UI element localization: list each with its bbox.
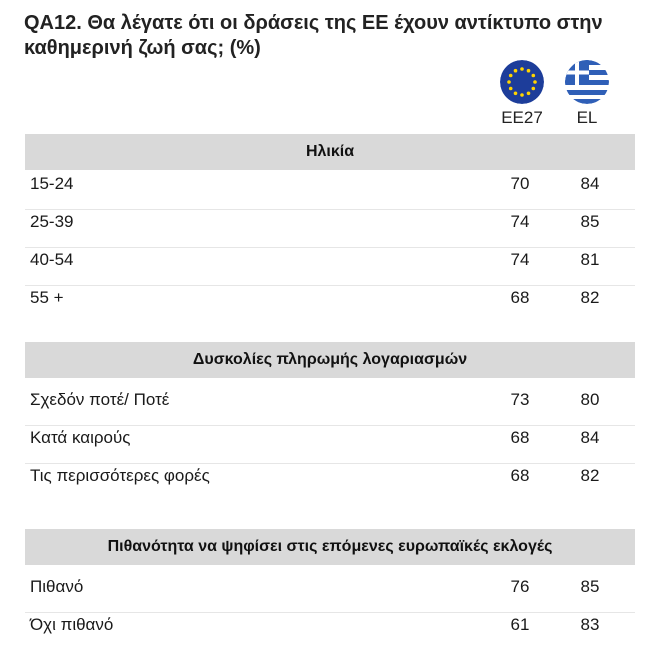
table-row	[25, 209, 635, 248]
table-row	[25, 463, 635, 501]
row-label: 40-54	[30, 250, 74, 269]
section-header-vote-likelihood: Πιθανότητα να ψηφίσει στις επόμενες ευρωπαϊκές εκλογές	[25, 529, 635, 565]
row-label: Πιθανό	[30, 577, 84, 596]
value-eu27: 68	[510, 466, 530, 485]
row-label: Κατά καιρούς	[30, 428, 131, 447]
value-eu27: 61	[510, 615, 530, 634]
value-el: 80	[580, 390, 600, 409]
value-eu27: 74	[510, 250, 530, 269]
value-eu27: 70	[510, 174, 530, 193]
table-row	[25, 171, 635, 210]
value-eu27: 74	[510, 212, 530, 231]
table-row	[25, 285, 635, 323]
greece-flag-icon	[565, 60, 609, 104]
value-el: 82	[580, 288, 600, 307]
section-header-age: Ηλικία	[25, 134, 635, 170]
row-label: 25-39	[30, 212, 74, 231]
table-row	[25, 612, 635, 650]
row-label: Σχεδόν ποτέ/ Ποτέ	[30, 390, 170, 409]
table-row	[25, 247, 635, 286]
value-eu27: 68	[510, 428, 530, 447]
row-label: Τις περισσότερες φορές	[30, 466, 210, 485]
row-label: Όχι πιθανό	[30, 615, 114, 634]
value-el: 81	[580, 250, 600, 269]
column-label-eu27: ΕΕ27	[501, 108, 543, 127]
value-el: 84	[580, 428, 600, 447]
value-eu27: 68	[510, 288, 530, 307]
value-el: 85	[580, 577, 600, 596]
table-row	[25, 574, 635, 613]
value-eu27: 73	[510, 390, 530, 409]
table-row	[25, 387, 635, 426]
table-row	[25, 425, 635, 464]
value-el: 83	[580, 615, 600, 634]
page-title: QA12. Θα λέγατε ότι οι δράσεις της ΕΕ έχουν αντίκτυπο στην καθημερινή ζωή σας; (%)	[24, 12, 603, 59]
value-el: 82	[580, 466, 600, 485]
column-label-el: EL	[576, 108, 598, 127]
value-el: 85	[580, 212, 600, 231]
row-label: 55 +	[30, 288, 64, 307]
value-eu27: 76	[510, 577, 530, 596]
section-header-bill-payment: Δυσκολίες πληρωμής λογαριασμών	[25, 342, 635, 378]
eu-flag-icon	[500, 60, 544, 104]
value-el: 84	[580, 174, 600, 193]
row-label: 15-24	[30, 174, 74, 193]
